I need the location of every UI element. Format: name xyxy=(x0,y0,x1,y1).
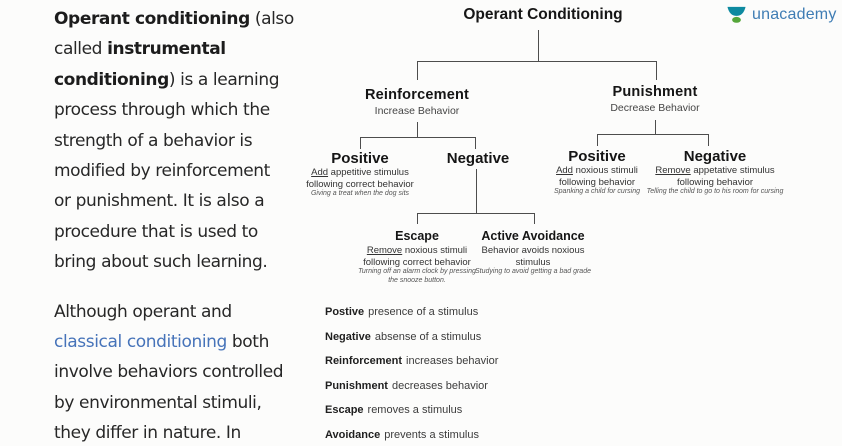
definition-row: Avoidance prevents a stimulus xyxy=(325,428,479,441)
notes-line: process through which the xyxy=(54,100,270,121)
connector xyxy=(538,30,539,61)
connector xyxy=(360,137,476,138)
node-subtitle: Increase Behavior xyxy=(374,105,460,117)
node-description: Add appetitive stimulus xyxy=(311,167,409,178)
node-active-avoidance xyxy=(457,228,609,277)
connector xyxy=(475,137,476,149)
connector xyxy=(417,213,418,224)
node-heading: Punishment xyxy=(612,84,698,100)
definition-row: Postive presence of a stimulus xyxy=(325,306,479,318)
node-heading: Positive xyxy=(331,150,389,167)
notes-line: involve behaviors controlled xyxy=(54,362,284,383)
unacademy-logo xyxy=(726,4,837,25)
notes-line: Although operant and xyxy=(54,301,232,322)
diagram-title: Operant Conditioning xyxy=(463,6,623,23)
notes-line: modified by reinforcement xyxy=(54,160,270,181)
node-description: following behavior xyxy=(558,176,636,188)
notes-line: classical conditioning both xyxy=(54,331,269,352)
connector xyxy=(534,213,535,224)
definition-row: Escape removes a stimulus xyxy=(325,404,463,416)
definition-row: Punishment decreases behavior xyxy=(325,379,488,392)
node-reinforcement-positive xyxy=(295,150,425,199)
node-reinforcement-negative xyxy=(433,150,523,167)
notes-line: bring about such learning. xyxy=(54,252,268,273)
node-subtitle: Decrease Behavior xyxy=(610,102,700,114)
node-example: Giving a treat when the dog sits xyxy=(310,190,410,197)
notes-line: Operant conditioning (also xyxy=(54,9,294,29)
definitions-list xyxy=(325,306,498,446)
connector xyxy=(656,61,657,80)
notes-line: called instrumental xyxy=(54,39,226,60)
node-description: stimulus xyxy=(515,256,551,268)
node-heading: Negative xyxy=(446,150,510,167)
notes-line: by environmental stimuli, xyxy=(54,392,262,413)
node-punishment xyxy=(580,84,730,114)
node-example: Turning off an alarm clock by pressing xyxy=(358,268,476,275)
definition-row: Negative absense of a stimulus xyxy=(325,330,482,343)
unacademy-icon xyxy=(726,4,747,25)
node-punishment-negative xyxy=(629,148,801,197)
node-example: Spanking a child for cursing xyxy=(554,188,640,195)
node-description: Add noxious stimuli xyxy=(556,165,638,176)
connector xyxy=(655,120,656,134)
notes-line: or punishment. It is also a xyxy=(54,191,265,212)
notes-panel xyxy=(54,4,324,446)
connector xyxy=(360,137,361,149)
node-heading: Negative xyxy=(683,148,747,165)
node-reinforcement xyxy=(342,87,492,117)
connector xyxy=(708,134,709,146)
node-heading: Escape xyxy=(395,229,439,243)
notes-paragraph xyxy=(54,4,324,278)
connector xyxy=(417,122,418,137)
connector xyxy=(476,169,477,213)
node-example: the snooze button. xyxy=(388,276,446,284)
notes-line: procedure that is used to xyxy=(54,221,258,242)
node-heading: Active Avoidance xyxy=(481,229,585,243)
notes-paragraph xyxy=(54,297,324,446)
node-example: Telling the child to go to his room for cursing xyxy=(646,188,784,195)
notes-line: they differ in nature. In xyxy=(54,423,241,444)
notes-line: strength of a behavior is xyxy=(54,130,253,151)
classical-conditioning-text: classical conditioning xyxy=(54,331,227,352)
node-example: Studying to avoid getting a bad grade xyxy=(475,268,591,275)
connector xyxy=(417,61,418,80)
node-description: following correct behavior xyxy=(363,256,471,268)
connector xyxy=(417,61,657,62)
node-description: Remove appetative stimulus xyxy=(655,165,775,176)
connector xyxy=(417,213,535,214)
connector xyxy=(597,134,709,135)
connector xyxy=(597,134,598,146)
node-heading: Positive xyxy=(568,148,626,165)
unacademy-wordmark: unacademy xyxy=(752,5,837,23)
node-description: following behavior xyxy=(676,176,754,188)
notes-line: conditioning) is a learning xyxy=(54,69,280,90)
node-description: following correct behavior xyxy=(306,178,414,190)
definition-row: Reinforcement increases behavior xyxy=(325,355,499,367)
node-description: Remove noxious stimuli xyxy=(366,245,468,256)
node-heading: Reinforcement xyxy=(364,87,470,103)
node-description: Behavior avoids noxious xyxy=(481,245,585,256)
